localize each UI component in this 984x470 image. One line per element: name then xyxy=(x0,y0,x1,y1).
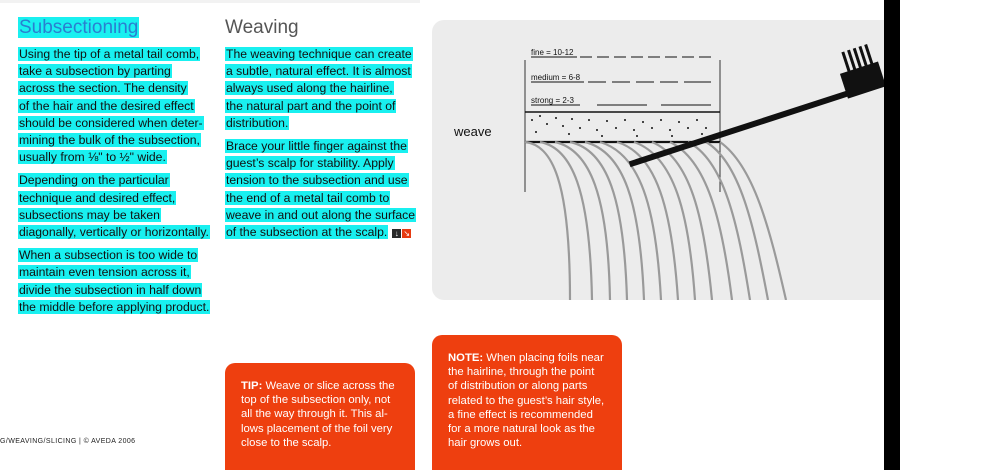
note-line: When placing foils near xyxy=(486,352,604,364)
subsectioning-line: the middle before applying product. xyxy=(19,299,210,314)
note-line: related to the guest’s hair style, xyxy=(448,394,605,407)
subsectioning-line: maintain even tension across it, xyxy=(19,265,190,280)
subsectioning-line: diagonally, vertically or horizontally. xyxy=(19,225,209,240)
tip-text xyxy=(241,379,400,450)
weaving-line: weave in and out along the surface xyxy=(226,207,416,222)
tip-line: top of the subsection only, not xyxy=(241,394,391,407)
subsectioning-line: divide the subsection in half down xyxy=(19,282,202,297)
subsectioning-paragraph xyxy=(18,172,218,241)
subsectioning-line: Depending on the particular xyxy=(19,173,169,188)
top-strip xyxy=(0,0,420,3)
page-nav-arrows[interactable] xyxy=(391,224,413,241)
tip-box xyxy=(225,363,415,470)
note-line: for a more natural look as the xyxy=(448,423,595,436)
tip-line: close to the scalp. xyxy=(241,436,332,449)
weaving-line: the end of a metal tail comb to xyxy=(226,190,390,205)
note-line: the hairline, through the point xyxy=(448,366,595,379)
weaving-column xyxy=(225,16,425,247)
tail-comb xyxy=(617,43,884,170)
subsectioning-line: of the hair and the desired effect xyxy=(19,98,194,113)
subsectioning-line: subsections may be taken xyxy=(19,207,160,222)
weave-dots xyxy=(531,115,707,137)
arrow-down-icon[interactable]: ↓ xyxy=(392,229,401,238)
weaving-paragraphs xyxy=(225,46,425,241)
note-line: of distribution or along parts xyxy=(448,380,588,393)
legend-strong: strong = 2-3 xyxy=(531,96,574,105)
note-line: hair grows out. xyxy=(448,437,523,450)
subsectioning-line: take a subsection by parting xyxy=(19,64,171,79)
subsectioning-column xyxy=(18,16,218,322)
subsectioning-line: mining the bulk of the subsection, xyxy=(19,133,200,148)
weaving-line: Brace your little finger against the xyxy=(226,139,407,154)
subsectioning-line: When a subsection is too wide to xyxy=(19,248,198,263)
tip-line: lows placement of the foil very xyxy=(241,422,393,435)
weaving-paragraph xyxy=(225,46,425,132)
note-line: a fine effect is recommended xyxy=(448,408,593,421)
legend-fine: fine = 10-12 xyxy=(531,48,574,57)
weave-label: weave xyxy=(454,124,492,139)
weaving-line: The weaving technique can create xyxy=(226,47,412,61)
legend-medium: medium = 6-8 xyxy=(531,73,581,82)
subsectioning-heading: Subsectioning xyxy=(19,17,139,38)
tip-line: Weave or slice across the xyxy=(265,380,395,392)
weaving-line: always used along the hairline, xyxy=(226,81,393,96)
tip-label: TIP: xyxy=(241,380,266,392)
subsectioning-paragraph xyxy=(18,46,218,166)
note-label: NOTE: xyxy=(448,352,487,364)
arrow-diagonal-icon[interactable]: ↘ xyxy=(403,229,411,239)
weaving-line: guest’s scalp for stability. Apply xyxy=(226,156,394,171)
weaving-paragraph xyxy=(225,138,425,241)
note-text xyxy=(448,351,607,450)
weaving-line: the natural part and the point of xyxy=(226,98,396,113)
weaving-line: tension to the subsection and use xyxy=(226,173,408,188)
weaving-line: distribution. xyxy=(226,115,289,130)
page-edge-bar xyxy=(884,0,900,470)
footer-credit: G/WEAVING/SLICING | © AVEDA 2006 xyxy=(0,438,136,445)
subsectioning-paragraphs xyxy=(18,46,218,316)
weave-illustration xyxy=(432,20,884,300)
note-box xyxy=(432,335,622,470)
subsectioning-line: should be considered when deter- xyxy=(19,115,203,130)
weave-diagram xyxy=(432,20,884,300)
tip-line: all the way through it. This al- xyxy=(241,408,388,421)
weaving-heading: Weaving xyxy=(225,17,299,38)
subsectioning-line: across the section. The density xyxy=(19,81,187,96)
subsectioning-paragraph xyxy=(18,247,218,316)
subsectioning-line: Using the tip of a metal tail comb, xyxy=(19,47,200,61)
hair-strands xyxy=(525,142,786,300)
weaving-line: a subtle, natural effect. It is almost xyxy=(226,64,411,79)
weaving-line: of the subsection at the scalp. xyxy=(226,225,388,240)
subsectioning-line: usually from ⅛" to ½" wide. xyxy=(19,150,166,165)
subsectioning-line: technique and desired effect, xyxy=(19,190,176,205)
